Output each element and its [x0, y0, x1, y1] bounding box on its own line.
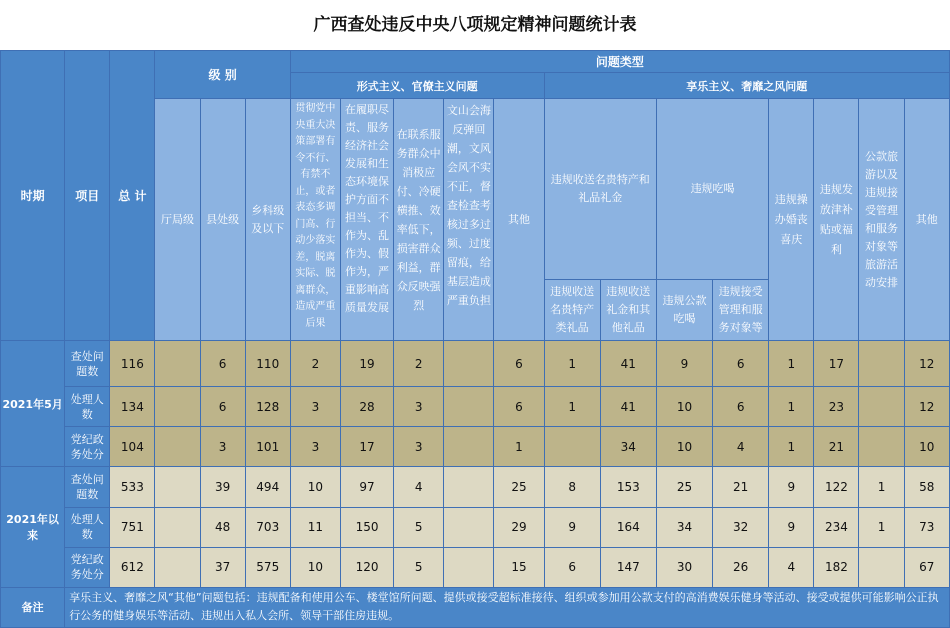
- cell-h2: 34: [600, 427, 656, 467]
- cell-f1: 11: [290, 507, 340, 547]
- cell-h5: 4: [769, 547, 814, 587]
- cell-xian: 48: [200, 507, 245, 547]
- item-label: 党纪政务处分: [65, 427, 110, 467]
- cell-h1: 1: [544, 341, 600, 387]
- period-label: 2021年以来: [1, 467, 65, 587]
- cell-xiang: 110: [245, 341, 290, 387]
- cell-f5: 15: [494, 547, 544, 587]
- cell-total: 116: [110, 341, 155, 387]
- cell-h5: 1: [769, 427, 814, 467]
- cell-h6: 182: [814, 547, 859, 587]
- cell-h4: 4: [713, 427, 769, 467]
- cell-f3: 5: [394, 507, 444, 547]
- cell-f2: 28: [340, 387, 393, 427]
- cell-h5: 9: [769, 467, 814, 507]
- header-level-ting: 厅局级: [155, 99, 200, 341]
- header-problem-type: 问题类型: [290, 51, 949, 73]
- cell-h4: 32: [713, 507, 769, 547]
- cell-h1: 8: [544, 467, 600, 507]
- data-body: [1, 341, 950, 588]
- cell-f4: [444, 341, 494, 387]
- cell-h5: 1: [769, 387, 814, 427]
- header-formalism-3: 在联系服务群众中消极应付、冷硬横推、效率低下，损害群众利益，群众反映强烈: [394, 99, 444, 341]
- header-level-xiang: 乡科级及以下: [245, 99, 290, 341]
- header-formalism-2: 在履职尽责、服务经济社会发展和生态环境保护方面不担当、不作为、乱作为、假作为，严重影响高质量发展: [340, 99, 393, 341]
- cell-h6: 23: [814, 387, 859, 427]
- cell-f4: [444, 387, 494, 427]
- header-total: 总 计: [110, 51, 155, 341]
- table-row: [1, 387, 950, 427]
- header-subsidy: 违规发放津补贴或福利: [814, 99, 859, 341]
- header-wedding: 违规操办婚丧喜庆: [769, 99, 814, 341]
- cell-f5: 29: [494, 507, 544, 547]
- cell-f4: [444, 427, 494, 467]
- cell-h6: 21: [814, 427, 859, 467]
- cell-h7: [859, 387, 904, 427]
- cell-f5: 6: [494, 387, 544, 427]
- cell-h3: 34: [656, 507, 712, 547]
- cell-f1: 10: [290, 547, 340, 587]
- cell-h5: 9: [769, 507, 814, 547]
- header-eat: 违规吃喝: [656, 99, 768, 280]
- item-label: 党纪政务处分: [65, 547, 110, 587]
- header-level: 级 别: [155, 51, 290, 99]
- cell-total: 612: [110, 547, 155, 587]
- cell-h1: 6: [544, 547, 600, 587]
- table-row: [1, 467, 950, 507]
- cell-h7: [859, 547, 904, 587]
- cell-xian: 3: [200, 427, 245, 467]
- cell-xian: 6: [200, 387, 245, 427]
- cell-h1: 1: [544, 387, 600, 427]
- cell-h8: 58: [904, 467, 949, 507]
- cell-h2: 41: [600, 341, 656, 387]
- table-row: [1, 507, 950, 547]
- cell-ting: [155, 427, 200, 467]
- table-row: [1, 341, 950, 387]
- cell-h3: 30: [656, 547, 712, 587]
- cell-f4: [444, 507, 494, 547]
- cell-f5: 6: [494, 341, 544, 387]
- header-formalism-4: 文山会海反弹回潮，文风会风不实不正，督查检查考核过多过频、过度留痕，给基层造成严重负担: [444, 99, 494, 341]
- cell-xiang: 128: [245, 387, 290, 427]
- cell-h2: 153: [600, 467, 656, 507]
- period-label: 2021年5月: [1, 341, 65, 467]
- header-formalism-other: 其他: [494, 99, 544, 341]
- cell-h3: 9: [656, 341, 712, 387]
- cell-h8: 12: [904, 341, 949, 387]
- cell-f3: 5: [394, 547, 444, 587]
- cell-f1: 10: [290, 467, 340, 507]
- cell-h6: 122: [814, 467, 859, 507]
- cell-ting: [155, 341, 200, 387]
- note-text: 享乐主义、奢靡之风“其他”问题包括：违规配备和使用公车、楼堂馆所问题、提供或接受超标准接待、组织或参加用公款支付的高消费娱乐健身等活动、接受或提供可能影响公正执行公务的健身娱乐等活动、违规出入私人会所、领导干部住房违规。: [65, 587, 950, 627]
- cell-total: 751: [110, 507, 155, 547]
- cell-f2: 17: [340, 427, 393, 467]
- cell-h7: 1: [859, 507, 904, 547]
- cell-f2: 19: [340, 341, 393, 387]
- cell-ting: [155, 387, 200, 427]
- cell-f3: 3: [394, 427, 444, 467]
- cell-h4: 6: [713, 387, 769, 427]
- cell-h4: 6: [713, 341, 769, 387]
- cell-h8: 12: [904, 387, 949, 427]
- header-eat-1: 违规公款吃喝: [656, 279, 712, 340]
- cell-f2: 97: [340, 467, 393, 507]
- cell-h8: 73: [904, 507, 949, 547]
- header-gift-2: 违规收送礼金和其他礼品: [600, 279, 656, 340]
- statistics-table: [0, 50, 950, 628]
- cell-f1: 2: [290, 341, 340, 387]
- cell-h7: [859, 341, 904, 387]
- cell-xian: 6: [200, 341, 245, 387]
- cell-f4: [444, 467, 494, 507]
- cell-f5: 1: [494, 427, 544, 467]
- cell-h3: 25: [656, 467, 712, 507]
- table-row: [1, 427, 950, 467]
- item-label: 处理人数: [65, 387, 110, 427]
- header-item: 项目: [65, 51, 110, 341]
- header-eat-2: 违规接受管理和服务对象等: [713, 279, 769, 340]
- header-travel: 公款旅游以及违规接受管理和服务对象等旅游活动安排: [859, 99, 904, 341]
- cell-xiang: 101: [245, 427, 290, 467]
- cell-ting: [155, 547, 200, 587]
- cell-f3: 3: [394, 387, 444, 427]
- cell-ting: [155, 467, 200, 507]
- cell-f5: 25: [494, 467, 544, 507]
- cell-f1: 3: [290, 387, 340, 427]
- cell-total: 134: [110, 387, 155, 427]
- header-hedonism-other: 其他: [904, 99, 949, 341]
- cell-h4: 21: [713, 467, 769, 507]
- cell-h4: 26: [713, 547, 769, 587]
- cell-h2: 41: [600, 387, 656, 427]
- item-label: 查处问题数: [65, 341, 110, 387]
- cell-total: 104: [110, 427, 155, 467]
- cell-h5: 1: [769, 341, 814, 387]
- item-label: 处理人数: [65, 507, 110, 547]
- cell-xian: 37: [200, 547, 245, 587]
- table-row: [1, 547, 950, 587]
- page-title: 广西查处违反中央八项规定精神问题统计表: [313, 15, 637, 35]
- cell-h1: [544, 427, 600, 467]
- header-period: 时期: [1, 51, 65, 341]
- cell-h8: 67: [904, 547, 949, 587]
- cell-f2: 120: [340, 547, 393, 587]
- header-level-xian: 县处级: [200, 99, 245, 341]
- cell-f3: 4: [394, 467, 444, 507]
- cell-f2: 150: [340, 507, 393, 547]
- cell-xiang: 494: [245, 467, 290, 507]
- cell-h7: 1: [859, 467, 904, 507]
- cell-h2: 147: [600, 547, 656, 587]
- cell-h2: 164: [600, 507, 656, 547]
- cell-f4: [444, 547, 494, 587]
- cell-h6: 17: [814, 341, 859, 387]
- header-formalism-1: 贯彻党中央重大决策部署有令不行、有禁不止，或者表态多调门高、行动少落实差，脱离实际、脱离群众，造成严重后果: [290, 99, 340, 341]
- cell-h7: [859, 427, 904, 467]
- cell-h3: 10: [656, 427, 712, 467]
- cell-h8: 10: [904, 427, 949, 467]
- cell-f1: 3: [290, 427, 340, 467]
- cell-h6: 234: [814, 507, 859, 547]
- cell-h1: 9: [544, 507, 600, 547]
- cell-xiang: 703: [245, 507, 290, 547]
- cell-xian: 39: [200, 467, 245, 507]
- cell-h3: 10: [656, 387, 712, 427]
- note-label: 备注: [1, 587, 65, 627]
- header-gifts: 违规收送名贵特产和礼品礼金: [544, 99, 656, 280]
- header-gift-1: 违规收送名贵特产类礼品: [544, 279, 600, 340]
- header-hedonism: 享乐主义、奢靡之风问题: [544, 73, 949, 99]
- cell-f3: 2: [394, 341, 444, 387]
- cell-total: 533: [110, 467, 155, 507]
- cell-ting: [155, 507, 200, 547]
- header-formalism: 形式主义、官僚主义问题: [290, 73, 544, 99]
- item-label: 查处问题数: [65, 467, 110, 507]
- cell-xiang: 575: [245, 547, 290, 587]
